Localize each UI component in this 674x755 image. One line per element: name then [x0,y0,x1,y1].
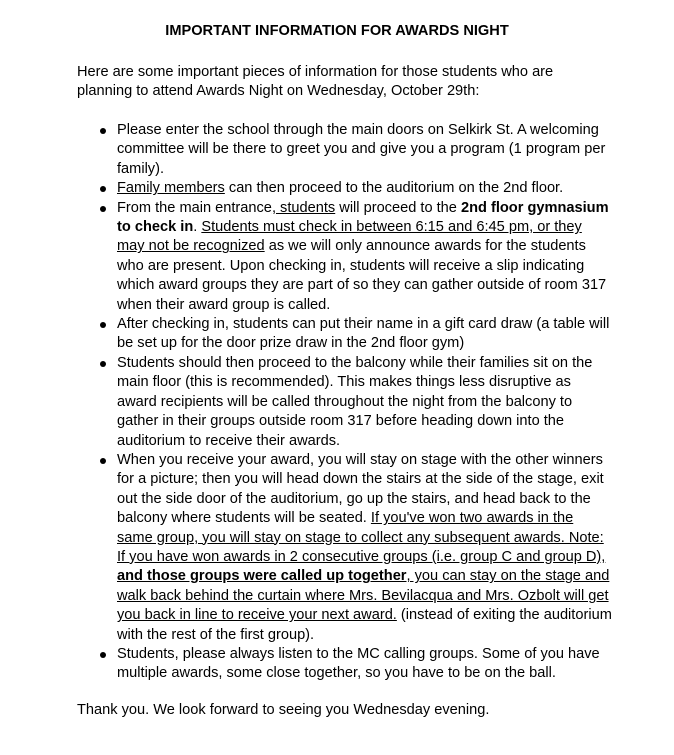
list-item-text: will proceed to the [335,199,461,216]
list-item-text: , you can stay on the stage and walk back behind the curtain where Mrs. Bevilacqua and Mrs. Ozbolt will get you back in line to receive your next award. [117,568,610,624]
list-item [77,121,612,179]
list-item [77,645,612,684]
instructions-list [77,121,612,684]
list-item-text: and those groups were called up together [117,568,407,585]
list-item-text: Family members [117,180,225,197]
list-item-text: Students should then proceed to the balcony while their families sit on the main floor (this is recommended). This makes things less disruptive as award recipients will be called throughout the night from the balcony to gather in their groups outside room 317 before heading down into the auditorium to receive their awards. [117,354,593,449]
list-item-text: From the main entrance [117,199,272,216]
list-item-text: 2nd floor gymnasium to check in [117,199,609,236]
list-item [77,315,612,354]
list-item-text: Students must check in between 6:15 and 6:45 pm, or they may not be recognized [117,219,582,255]
list-item [77,199,612,315]
list-item [77,451,612,645]
list-item-text: Please enter the school through the main doors on Selkirk St. A welcoming committee will be there to greet you and give you a program (1 program per family). [117,122,606,177]
list-item-text: (instead of exiting the auditorium with the rest of the first group). [117,607,612,643]
list-item [77,179,612,198]
list-item-text: , students [271,199,336,216]
list-item-text: After checking in, students can put their name in a gift card draw (a table will be set up for the door prize draw in the 2nd floor gym) [117,316,610,352]
list-item-text: as we will only announce awards for the students who are present. Upon checking in, students will receive a slip indicating which award groups they are part of so they can gather outside of room 317 when their award group is called. [117,238,607,313]
intro-paragraph: Here are some important pieces of information for those students who are planning to attend Awards Night on Wednesday, October 29th: [77,64,554,100]
list-item [77,354,612,451]
document-title: IMPORTANT INFORMATION FOR AWARDS NIGHT [165,23,509,39]
list-item-text: When you receive your award, you will stay on stage with the other winners for a picture; then you will head down the stairs at the side of the stage, exit out the side door of the auditorium, go up the stairs, and head back to the balcony where students will be seated. [117,451,604,527]
list-item-text: Students, please always listen to the MC calling groups. Some of you have multiple awards, some close together, so you have to be on the ball. [117,645,600,682]
closing-paragraph: Thank you. We look forward to seeing you Wednesday evening. [77,702,490,718]
list-item-text: can then proceed to the auditorium on the 2nd floor. [224,180,564,197]
list-item-text: If you've won two awards in the same group, you will stay on stage to collect any subsequent awards. Note: If you have won awards in 2 consecutive groups (i.e. group C and group D), [117,510,606,565]
list-item-text: . [193,219,202,236]
